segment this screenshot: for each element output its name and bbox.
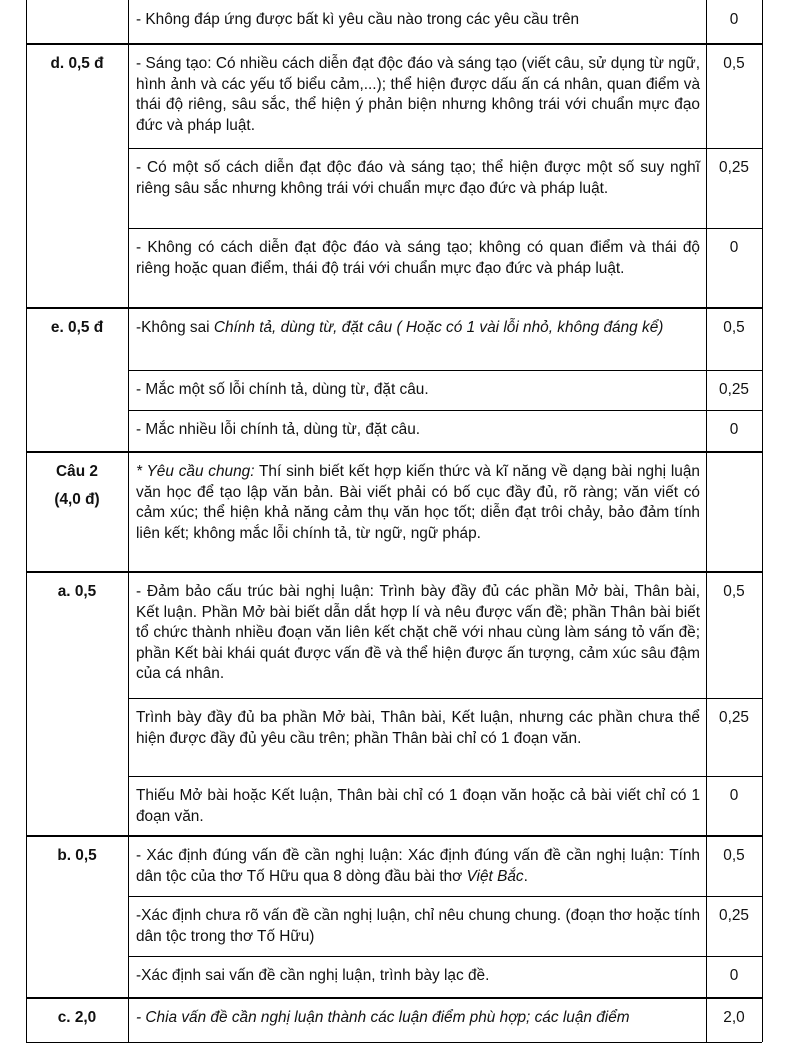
description-text: - Không có cách diễn đạt độc đáo và sáng tạo; không có quan điểm và thái độ riêng hoặc quan điểm, thái độ trái với chuẩn mực đạo đức và pháp luật.: [136, 239, 700, 277]
score-value: 0: [729, 967, 739, 984]
criterion-description: [136, 906, 700, 947]
table-rule: [26, 997, 762, 999]
table-rule: [128, 410, 762, 411]
table-rule: [26, 1042, 762, 1043]
description-text: Thí sinh biết kết hợp kiến thức và kĩ năng về dạng bài nghị luận văn học để tạo lập văn bản. Bài viết phải có bố cục đầy đủ, rõ ràng; văn viết có cảm xúc; thể hiện khả năng cảm thụ văn học tốt; diễn đạt trôi chảy, bảo đảm tính liên kết; không mắc lỗi chính tả, từ ngữ, ngữ pháp.: [136, 463, 700, 542]
score-value: 2,0: [723, 1009, 745, 1026]
table-rule: [128, 370, 762, 371]
criterion-description: [136, 708, 700, 749]
criterion-description: [136, 1008, 700, 1029]
criterion-label: [26, 54, 128, 75]
criterion-label-line: Câu 2: [56, 463, 98, 480]
criterion-label: [26, 582, 128, 603]
description-text: - Đảm bảo cấu trúc bài nghị luận: Trình bày đầy đủ các phần Mở bài, Thân bài, Kết luận. Phần Mở bài biết dẫn dắt hợp lí và nêu được vấn đề; phần Thân bài biết tổ chức thành nhiều đoạn văn liên kết chặt chẽ với nhau cùng làm sáng tỏ vấn đề; phần Kết bài khái quát được vấn đề và thể hiện được ấn tượng, cảm xúc sâu đậm của cá nhân.: [136, 583, 700, 682]
score-value: 0,5: [723, 583, 745, 600]
description-text: - Chia vấn đề cần nghị luận thành các luận điểm phù hợp; các luận điểm: [136, 1009, 630, 1026]
score-value: 0,5: [723, 847, 745, 864]
criterion-description: [136, 238, 700, 279]
criterion-label-line: c. 2,0: [57, 1009, 97, 1026]
criterion-label-line: a. 0,5: [57, 583, 97, 600]
criterion-description: [136, 846, 700, 887]
table-rule: [26, 307, 762, 309]
description-text: - Sáng tạo: Có nhiều cách diễn đạt độc đáo và sáng tạo (viết câu, sử dụng từ ngữ, hình ảnh và các yếu tố biểu cảm,...); thể hiện được dấu ấn cá nhân, quan điểm và thái độ riêng, sâu sắc, thể hiện ý phản biện nhưng không trái với chuẩn mực đạo đức và pháp luật.: [136, 55, 700, 134]
score-value: 0: [729, 11, 739, 28]
criterion-points: (4,0 đ): [54, 490, 100, 508]
table-rule: [762, 0, 763, 1042]
description-text: -Xác định sai vấn đề cần nghị luận, trình bày lạc đề.: [136, 967, 490, 984]
criterion-description: [136, 786, 700, 827]
table-rule: [128, 148, 762, 149]
description-text: - Không đáp ứng được bất kì yêu cầu nào trong các yêu cầu trên: [136, 11, 580, 28]
score-value: 0,5: [723, 319, 745, 336]
table-rule: [128, 896, 762, 897]
criterion-description: [136, 380, 700, 401]
table-rule: [26, 451, 762, 453]
criterion-label-line: d. 0,5 đ: [50, 55, 104, 72]
description-text: Chính tả, dùng từ, đặt câu ( Hoặc có 1 vài lỗi nhỏ, không đáng kể): [213, 319, 664, 336]
description-text: - Mắc nhiều lỗi chính tả, dùng từ, đặt câu.: [136, 421, 421, 438]
score-value: 0: [729, 421, 739, 438]
criterion-description: [136, 966, 700, 987]
criterion-label: [26, 846, 128, 867]
criterion-label-line: b. 0,5: [57, 847, 97, 864]
table-rule: [128, 0, 129, 1042]
table-rule: [26, 571, 762, 573]
table-rule: [128, 956, 762, 957]
criterion-label: [26, 318, 128, 339]
description-text: -Xác định chưa rõ vấn đề cần nghị luận, chỉ nêu chung chung. (đoạn thơ hoặc tính dân tộc trong thơ Tố Hữu): [136, 907, 700, 945]
score-value: 0,25: [719, 709, 749, 726]
table-rule: [706, 0, 707, 1042]
description-text: - Có một số cách diễn đạt độc đáo và sáng tạo; thể hiện được một số suy nghĩ riêng sâu sắc nhưng không trái với chuẩn mực đạo đức và pháp luật.: [136, 159, 700, 197]
description-text: .: [523, 867, 528, 885]
score-value: 0,5: [723, 55, 745, 72]
table-rule: [128, 776, 762, 777]
criterion-label: [26, 462, 128, 510]
score-value: 0: [729, 239, 739, 256]
criterion-label: [26, 1008, 128, 1029]
score-value: 0,25: [719, 907, 749, 924]
criterion-description: [136, 54, 700, 136]
table-rule: [26, 43, 762, 45]
description-text: Trình bày đầy đủ ba phần Mở bài, Thân bài, Kết luận, nhưng các phần chưa thể hiện được đầy đủ yêu cầu trên; phần Thân bài chỉ có 1 đoạn văn.: [136, 709, 700, 747]
description-text: * Yêu cầu chung:: [136, 463, 255, 480]
score-value: 0,25: [719, 159, 749, 176]
criterion-description: [136, 158, 700, 199]
description-text: Thiếu Mở bài hoặc Kết luận, Thân bài chỉ có 1 đoạn văn hoặc cả bài viết chỉ có 1 đoạn văn.: [136, 787, 700, 825]
description-text: Việt Bắc: [466, 867, 524, 885]
criterion-description: [136, 318, 700, 339]
score-value: 0: [729, 787, 739, 804]
description-text: - Xác định đúng vấn đề cần nghị luận: Xác định đúng vấn đề cần nghị luận: Tính dân tộc của thơ Tố Hữu qua 8 dòng đầu bài thơ: [136, 847, 700, 885]
score-value: 0,25: [719, 381, 749, 398]
table-rule: [128, 698, 762, 699]
criterion-label-line: e. 0,5 đ: [50, 319, 104, 336]
criterion-description: [136, 582, 700, 685]
criterion-description: [136, 420, 700, 441]
table-rule: [26, 835, 762, 837]
description-text: - Mắc một số lỗi chính tả, dùng từ, đặt câu.: [136, 381, 429, 398]
table-rule: [26, 0, 27, 1042]
criterion-description: [136, 462, 700, 544]
criterion-description: [136, 10, 700, 31]
table-rule: [128, 228, 762, 229]
description-text: -Không sai: [136, 319, 214, 336]
